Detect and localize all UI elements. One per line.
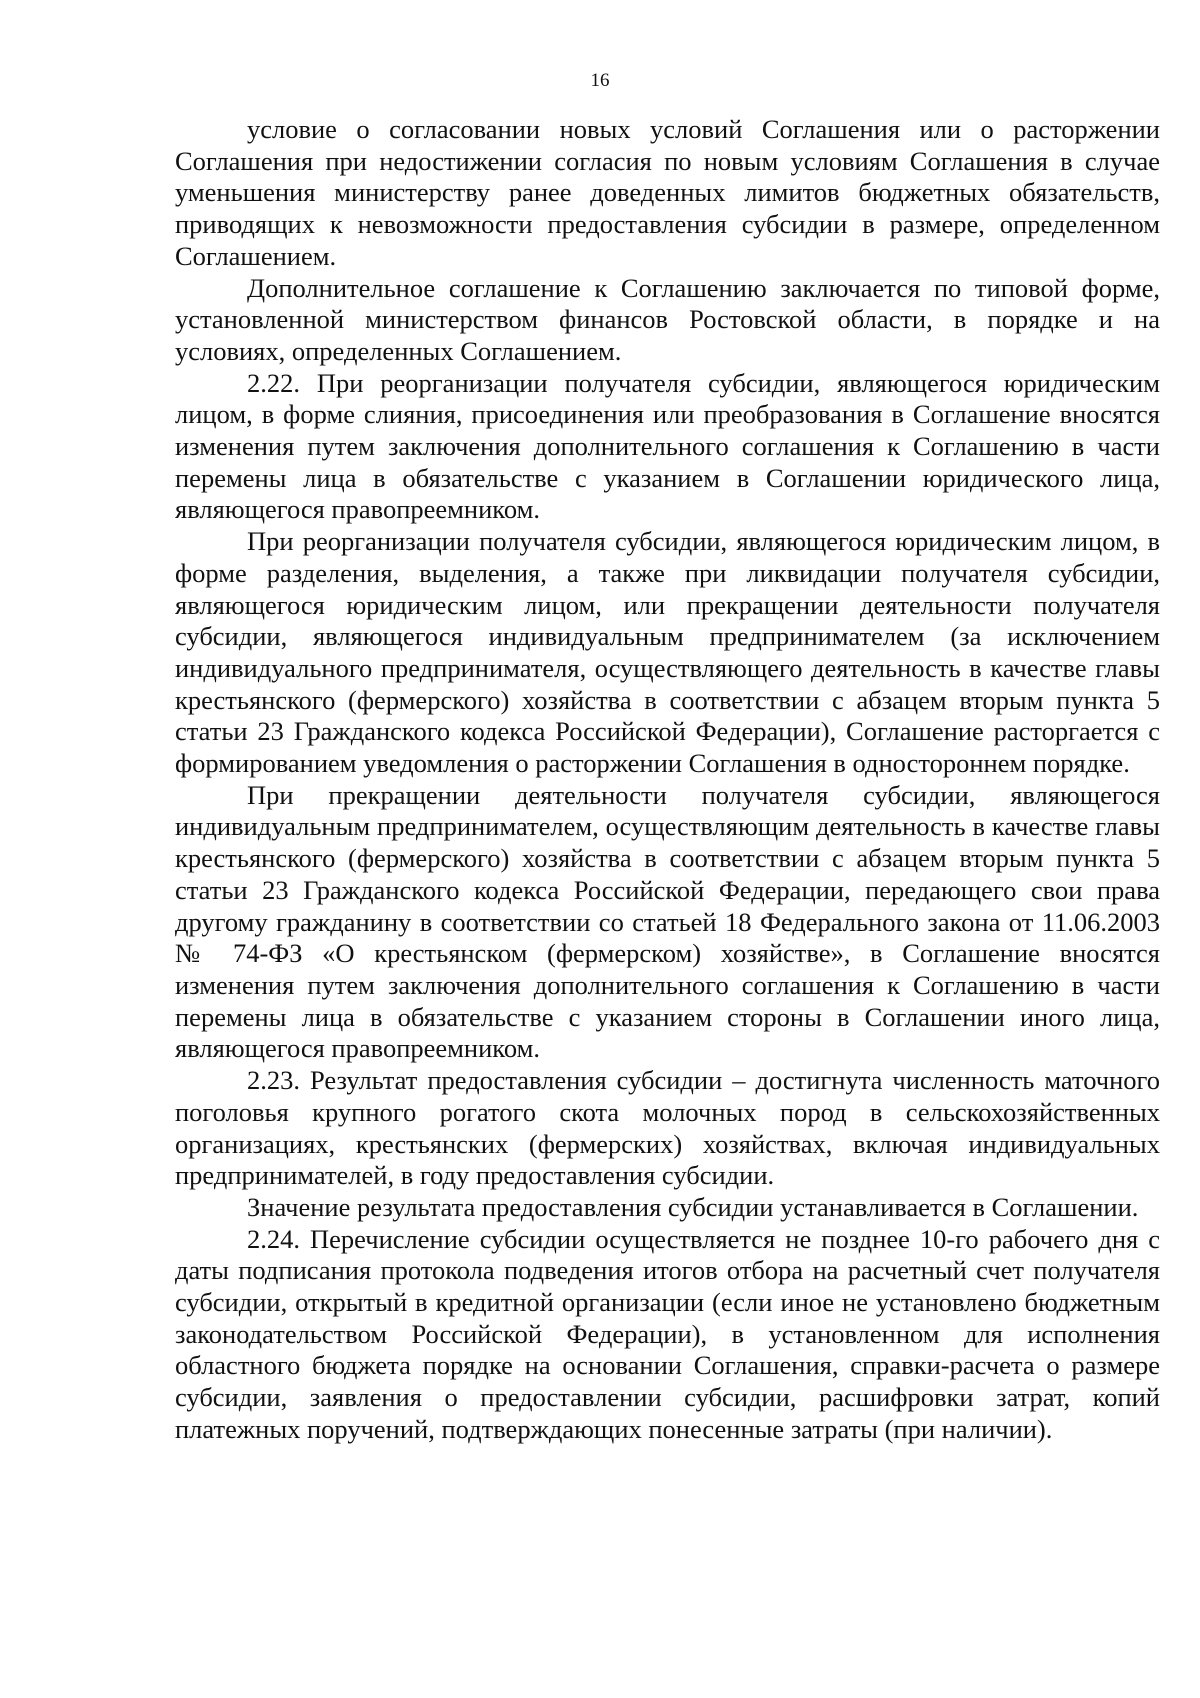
paragraph-additional-agreement-form: Дополнительное соглашение к Соглашению заключается по типовой форме, установленной министерством финансов Ростовской области, в порядке и на условиях, определенных Соглашением. bbox=[175, 272, 1160, 366]
document-body bbox=[175, 114, 1160, 1446]
paragraph-2-24-subsidy-transfer: 2.24. Перечисление субсидии осуществляется не позднее 10-го рабочего дня с даты подписания протокола подведения итогов отбора на расчетный счет получателя субсидии, открытый в кредитной организации (если иное не установлено бюджетным законодательством Российской Федерации), в установленном для исполнения областного бюджета порядке на основании Соглашения, справки-расчета о размере субсидии, заявления о предоставлении субсидии, расшифровки затрат, копий платежных поручений, подтверждающих понесенные затраты (при наличии). bbox=[175, 1223, 1160, 1444]
paragraph-2-23-subsidy-result: 2.23. Результат предоставления субсидии – достигнута численность маточного поголовья крупного рогатого скота молочных пород в сельскохозяйственных организациях, крестьянских (фермерских) хозяйствах, включая индивидуальных предпринимателей, в году предоставления субсидии. bbox=[175, 1065, 1160, 1191]
paragraph-termination-entrepreneur: При прекращении деятельности получателя субсидии, являющегося индивидуальным предпринимателем, осуществляющим деятельность в качестве главы крестьянского (фермерского) хозяйства в соответствии с абзацем вторым пункта 5 статьи 23 Гражданского кодекса Российской Федерации, передающего свои права другому гражданину в соответствии со статьей 18 Федерального закона от 11.06.2003 № 74-ФЗ «О крестьянском (фермерском) хозяйстве», в Соглашение вносятся изменения путем заключения дополнительного соглашения к Соглашению в части перемены лица в обязательстве с указанием стороны в Соглашении иного лица, являющегося правопреемником. bbox=[175, 779, 1160, 1064]
paragraph-agreement-termination-condition: условие о согласовании новых условий Соглашения или о расторжении Соглашения при недостижении согласия по новым условиям Соглашения в случае уменьшения министерству ранее доведенных лимитов бюджетных обязательств, приводящих к невозможности предоставления субсидии в размере, определенном Соглашением. bbox=[175, 114, 1160, 271]
page-number: 16 bbox=[590, 70, 610, 91]
paragraph-result-value: Значение результата предоставления субсидии устанавливается в Соглашении. bbox=[247, 1191, 1139, 1222]
paragraph-reorganization-division: При реорганизации получателя субсидии, являющегося юридическим лицом, в форме разделения, выделения, а также при ликвидации получателя субсидии, являющегося юридическим лицом, или прекращении деятельности получателя субсидии, являющегося индивидуальным предпринимателем (за исключением индивидуального предпринимателя, осуществляющего деятельность в качестве главы крестьянского (фермерского) хозяйства в соответствии с абзацем вторым пункта 5 статьи 23 Гражданского кодекса Российской Федерации), Соглашение расторгается с формированием уведомления о расторжении Соглашения в одностороннем порядке. bbox=[175, 526, 1160, 779]
paragraph-2-22-reorganization: 2.22. При реорганизации получателя субсидии, являющегося юридическим лицом, в форме слияния, присоединения или преобразования в Соглашение вносятся изменения путем заключения дополнительного соглашения к Соглашению в части перемены лица в обязательстве с указанием в Соглашении юридического лица, являющегося правопреемником. bbox=[175, 367, 1160, 525]
